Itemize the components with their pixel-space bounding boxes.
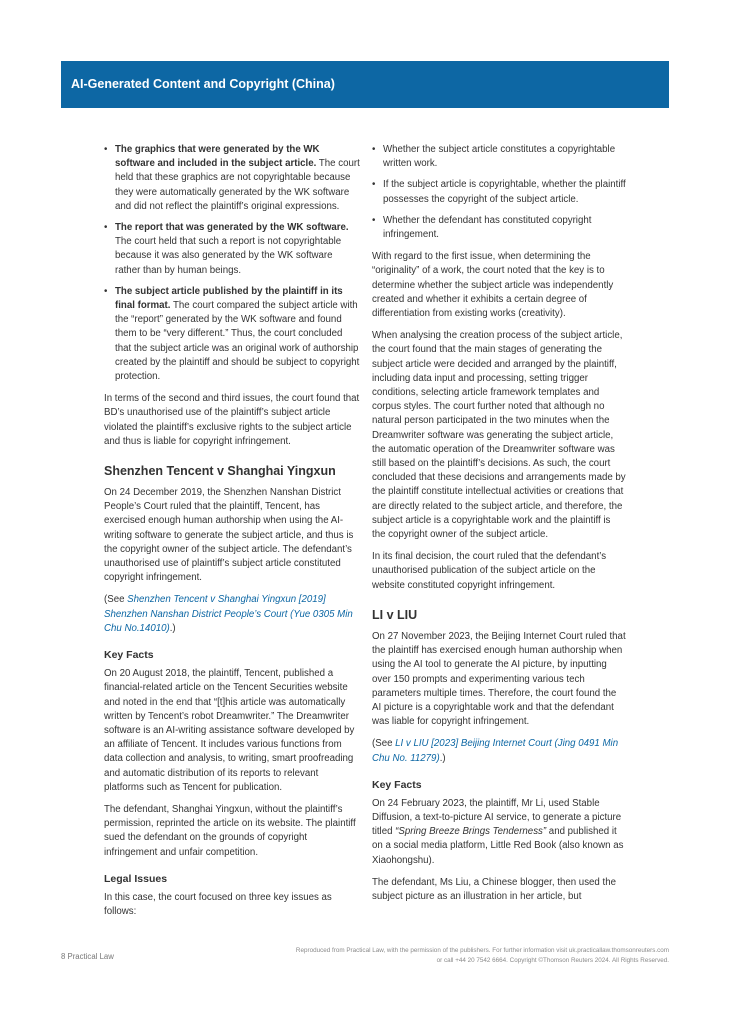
copyright-notice <box>296 946 669 966</box>
citation-open: (See <box>372 738 396 750</box>
bullet-icon: • <box>372 144 376 155</box>
case-citation-link[interactable]: LI v LIU [2023] Beijing Internet Court (Jing 0491 Min Chu No. 11279) <box>372 738 619 764</box>
list-item-text: The court compared the subject article with the “report” generated by the WK software and found them to be “very different.” Thus, the court concluded that the subject article was an original work of authorship created by the plaintiff and should be subject to copyright protection. <box>115 300 360 383</box>
right-column <box>372 143 626 912</box>
paragraph: With regard to the first issue, when determining the “originality” of a work, the court noted that the key is to determine whether the subject article was independently created and whether it exhibits a certain degree of differentiation from existing works (creativity). <box>372 251 614 320</box>
subheading-key-facts: Key Facts <box>372 778 422 791</box>
issue-list <box>372 143 626 242</box>
list-item <box>104 285 360 384</box>
list-item-heading: The report that was generated by the WK software. <box>115 222 349 234</box>
paragraph: In its final decision, the court ruled that the defendant’s unauthorised publication of the subject article on the website constituted copyright infringement. <box>372 551 607 591</box>
bullet-icon: • <box>104 144 108 155</box>
section-heading-tencent: Shenzhen Tencent v Shanghai Yingxun <box>104 464 336 479</box>
subheading-legal-issues: Legal Issues <box>104 872 168 885</box>
list-item-text: If the subject article is copyrightable, whether the plaintiff possesses the copyright of the subject article. <box>383 179 626 205</box>
list-item <box>104 221 360 278</box>
list-item <box>372 178 626 206</box>
list-item-heading: The subject article published by the plaintiff in its final format. <box>115 285 343 312</box>
list-item <box>104 143 360 214</box>
citation <box>372 737 626 765</box>
paragraph: When analysing the creation process of the subject article, the court found that the main stages of generating the subject article were decided and arranged by the plaintiff, including data input and processing, setting trigger conditions, selecting article framework templates and corpus styles. The court further noted that although no natural person participated in the two minutes when the Dreamwriter software was generating the subject article, the automatic operation of the Dreamwriter software was still based on the plaintiff’s decisions. As such, the court concluded that these decisions and arrangements made by the plaintiff constitute intellectual activities or creations that are directly related to the subject article, and therefore, the subject article is a copyrightable work and the plaintiff is the copyright owner of the subject article. <box>372 330 626 541</box>
page-title: AI-Generated Content and Copyright (China) <box>71 77 335 91</box>
citation <box>104 593 360 636</box>
paragraph: On 24 December 2019, the Shenzhen Nanshan District People’s Court ruled that the plaintiff, Tencent, has exercised enough human authorship when using the AI-writing software to generate the subject article, and thus is the copyright owner of the subject article. The defendant’s unauthorised use of plaintiff’s subject article constituted copyright infringement. <box>104 487 354 584</box>
citation-close: .) <box>169 622 176 634</box>
subheading-key-facts: Key Facts <box>104 649 154 662</box>
case-citation-link[interactable]: Shenzhen Tencent v Shanghai Yingxun [2019] Shenzhen Nanshan District People’s Court (Yue 0305 Min Chu No.14010) <box>104 594 353 634</box>
paragraph: In this case, the court focused on three key issues as follows: <box>104 891 332 917</box>
citation-open: (See <box>104 594 128 606</box>
bullet-icon: • <box>372 214 376 226</box>
list-item <box>372 143 626 171</box>
copyright-line: Reproduced from Practical Law, with the permission of the publishers. For further information visit uk.practicallaw.thomsonreuters.com <box>295 947 669 954</box>
page-number: 8 Practical Law <box>61 952 114 961</box>
paragraph-text: On 24 February 2023, the plaintiff, Mr Li, used Stable Diffusion, a text-to-picture AI service, to generate a picture titled <box>372 797 622 838</box>
paragraph: The defendant, Ms Liu, a Chinese blogger, then used the subject picture as an illustration in her article, but <box>372 876 616 902</box>
list-item-text: Whether the subject article constitutes a copyrightable written work. <box>383 144 616 170</box>
paragraph: The defendant, Shanghai Yingxun, without the plaintiff’s permission, reprinted the article on its website. The plaintiff sued the defendant on the grounds of copyright infringement and unfair competition. <box>104 803 356 858</box>
list-item-text: The court held that such a report is not copyrightable because it was also generated by the WK software rather than by human beings. <box>115 236 342 276</box>
list-item-text: The court held that these graphics are not copyrightable because they were automatically generated by the WK software and did not reflect the plaintiff’s original expressions. <box>115 158 360 212</box>
bullet-icon: • <box>372 179 376 191</box>
paragraph: In terms of the second and third issues, the court found that BD’s unauthorised use of the plaintiff’s subject article violated the plaintiff’s exclusive rights to the subject article and thus is liable for copyright infringement. <box>104 393 360 447</box>
paragraph-text: and published it on a social media platform, Little Red Book (also known as Xiaohongshu). <box>372 826 624 866</box>
paragraph: On 27 November 2023, the Beijing Internet Court ruled that the plaintiff has exercised enough human authorship when using the AI tool to generate the AI picture, by inputting over 150 prompts and experimenting various tech parameters multiple times. Therefore, the court found the AI picture is a copyrightable work and that the defendant was liable for copyright infringement. <box>372 630 626 728</box>
section-heading-li-v-liu: LI v LIU <box>372 607 418 622</box>
list-item-text: Whether the defendant has constituted copyright infringement. <box>383 214 592 241</box>
bullet-icon: • <box>104 222 108 234</box>
citation-close: .) <box>439 752 446 764</box>
issue-list <box>104 143 360 384</box>
left-column <box>104 143 360 927</box>
header-banner <box>61 61 669 108</box>
paragraph <box>372 797 626 868</box>
list-item <box>372 214 626 242</box>
list-item-heading: The graphics that were generated by the WK software and included in the subject article. <box>115 144 320 170</box>
bullet-icon: • <box>104 285 108 297</box>
paragraph: On 20 August 2018, the plaintiff, Tencent, published a financial-related article on the Tencent Securities website and noted in the end that “[t]his article was automatically written by Tencent’s robot Dreamwriter.” The Dreamwriter software is an AI-writing assistance software developed by an affiliate of Tencent. It includes various functions from data collection and analysis, to writing, smart proofreading and automatic distribution of its reports to relevant platforms such as Tencent for publication. <box>104 668 355 793</box>
picture-title: “Spring Breeze Brings Tenderness” <box>395 826 547 838</box>
copyright-line: or call +44 20 7542 6664. Copyright ©Thomson Reuters 2024. All Rights Reserved. <box>436 957 669 964</box>
